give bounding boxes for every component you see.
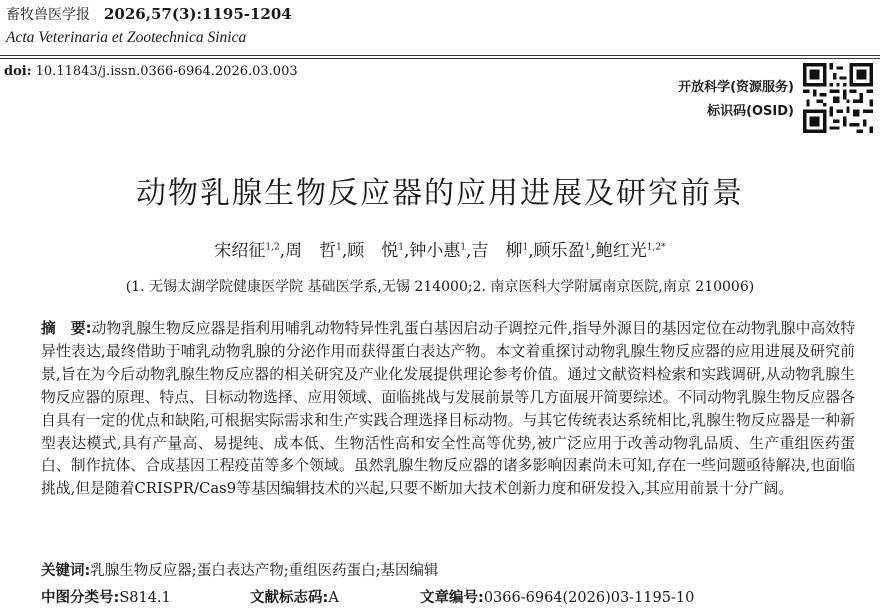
author-name: 宋绍征 (214, 241, 266, 261)
author-affiliation-mark: 1,2* (646, 242, 666, 253)
header-rule-top (0, 55, 880, 56)
keywords-value: 乳腺生物反应器;蛋白表达产物;重组医药蛋白;基因编辑 (90, 563, 439, 579)
author-name: 吉 柳 (471, 241, 523, 261)
article-number-value: 0366-6964(2026)03-1195-10 (483, 590, 695, 606)
doi-label: doi: (4, 64, 32, 79)
paper-title: 动物乳腺生物反应器的应用进展及研究前景 (136, 176, 744, 211)
author-name: 周 哲 (285, 241, 337, 261)
abstract (41, 318, 855, 501)
affiliations: (1. 无锡太湖学院健康医学院 基础医学系,无锡 214000;2. 南京医科大学附属南京医院,南京 210006) (125, 279, 755, 295)
clc-number (41, 586, 171, 607)
abstract-text: 动物乳腺生物反应器是指利用哺乳动物特异性乳蛋白基因启动子调控元件,指导外源目的基因定位在动物乳腺中高效特异性表达,最终借助于哺乳动物乳腺的分泌作用而获得蛋白表达产物。本文着重探讨动物乳腺生物反应器的应用进展及研究前景,旨在为今后动物乳腺生物反应器的相关研究及产业化发展提供理论参考价值。通过文献资料检索和实践调研,从动物乳腺生物反应器的原理、特点、目标动物选择、应用领域、面临挑战与发展前景等几方面展开简要综述。不同动物乳腺生物反应器各自具有一定的优点和缺陷,可根据实际需求和生产实践合理选择目标动物。与其它传统表达系统相比,乳腺生物反应器是一种新型表达模式,具有产量高、易提纯、成本低、生物活性高和安全性高等优势,被广泛应用于改善动物乳品质、生产重组医药蛋白、制作抗体、合成基因工程疫苗等多个领域。虽然乳腺生物反应器的诸多影响因素尚未可知,存在一些问题亟待解决,也面临挑战,但是随着CRISPR/Cas9等基因编辑技术的兴起,只要不断加大技术创新力度和研发投入,其应用前景十分广阔。 (41, 320, 855, 498)
osid-label-line1: 开放科学(资源服务) (678, 80, 794, 95)
journal-name-en: Acta Veterinaria et Zootechnica Sinica (6, 29, 247, 46)
author-name: 顾乐盈 (533, 241, 585, 261)
article-number (420, 586, 694, 607)
author-affiliation-mark: 1 (398, 242, 404, 253)
clc-value: S814.1 (119, 590, 171, 606)
keywords-line (41, 559, 438, 580)
author-name: 顾 悦 (347, 241, 399, 261)
document-code (250, 586, 339, 607)
header-rule-bottom (0, 58, 880, 59)
issue-info: 2026,57(3):1195-1204 (104, 5, 292, 23)
journal-name-cn: 畜牧兽医学报 (6, 7, 90, 23)
author-affiliation-mark: 1 (584, 242, 591, 253)
journal-header (6, 4, 292, 24)
article-number-label: 文章编号: (420, 590, 484, 606)
author-name: 钟小惠 (409, 241, 461, 261)
document-code-label: 文献标志码: (250, 590, 329, 606)
author-affiliation-mark: 1,2 (265, 242, 280, 253)
keywords-label: 关键词: (41, 563, 91, 579)
abstract-label: 摘 要: (41, 320, 92, 337)
author-affiliation-mark: 1 (460, 242, 467, 253)
author-name: 鲍红光 (595, 241, 647, 261)
osid-label-line2: 标识码(OSID) (707, 104, 794, 119)
doi-line (4, 64, 298, 79)
qr-code-icon[interactable] (803, 63, 873, 133)
author-affiliation-mark: 1 (336, 242, 342, 253)
doi-value: 10.11843/j.issn.0366-6964.2026.03.003 (35, 64, 298, 79)
clc-label: 中图分类号: (41, 590, 120, 606)
document-code-value: A (328, 590, 339, 606)
author-list: 宋绍征$^{1,2}$,周 哲$^1$,顾 悦$^1$,钟小惠$^1$,吉 柳$^1$,顾乐盈$^1$,鲍红光$^{1,2*}$ (214, 241, 666, 261)
author-affiliation-mark: 1 (522, 242, 529, 253)
